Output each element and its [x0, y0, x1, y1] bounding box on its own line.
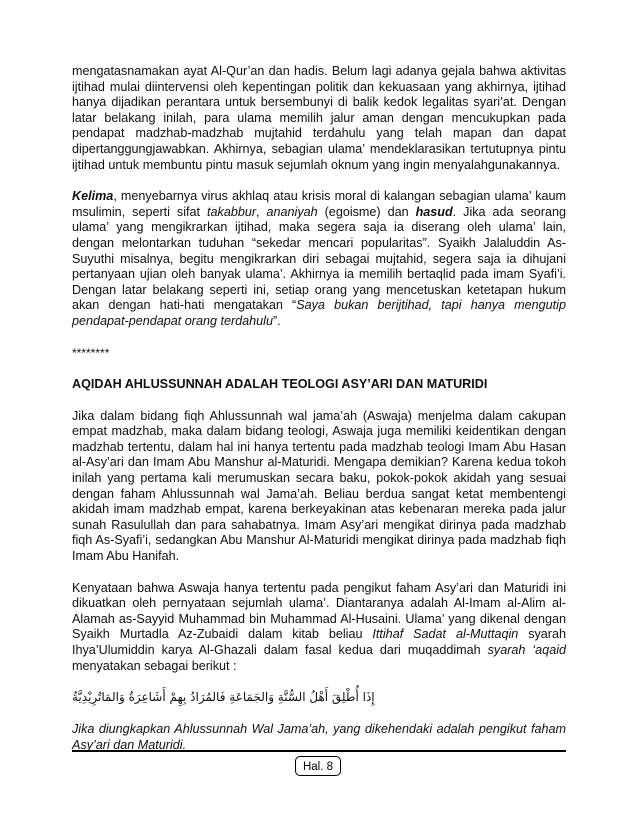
text-run: . Jika ada seorang ulama’ yang mengikrarkan ijtihad, maka segera saja ia diserang oleh ulama’ lain, dengan melontarkan tuduhan “sekedar mencari popularitas”. Syaikh Jalaluddin As-Suyuthi misalnya, begitu mengikrarkan diri sebagai mujtahid, segera saja ia dihujani pertanyaan ujian oleh banyak ulama’. Akhirnya ia memilih bertaqlid pada imam Syafi’i. Dengan latar belakang seperti ini, setiap orang yang mencetuskan ketetapan hukum akan dengan hati-hati mengatakan “	[72, 204, 567, 313]
paragraph-aswaja-teologi: Jika dalam bidang fiqh Ahlussunnah wal jama’ah (Aswaja) menjelma dalam cakupan empat madzhab, maka dalam bidang teologi, Aswaja juga memiliki keidentikan dengan madzhab tertentu, dalam hal ini hanya tertentu pada madzhab teologi Imam Abu Hasan al-Asy’ari dan Imam Abu Manshur al-Maturidi. Mengapa demikian? Karena kedua tokoh inilah yang pertama kali merumuskan secara baku, pokok-pokok akidah yang sesuai dengan faham Ahlussunnah wal Jama’ah. Beliau berdua sangat ketat membentengi akidah imam madzhab empat, karena berkeyakinan atas kebenaran mereka pada jalur sunah Rasulullah dan para sahabatnya. Imam Asy’ari mengikat dirinya pada madzhab fiqh As-Syafi’i, sedangkan Abu Manshur Al-Maturidi mengikat dirinya pada madzhab fiqh Imam Abu Hanifah.	[72, 408, 566, 564]
term-ananiyah: ananiyah	[266, 204, 318, 219]
translation-text: Jika diungkapkan Ahlussunnah Wal Jama’ah, yang dikehendaki adalah pengikut faham Asy’ari dan Maturidi.	[72, 722, 566, 752]
term-hasud: hasud	[415, 204, 453, 219]
text-run: syarah Ihya’Ulumiddin karya Al-Ghazali dalam fasal kedua dari muqaddimah	[72, 627, 566, 657]
text-run: ,	[256, 204, 267, 219]
paragraph-ijtihad-closing: mengatasnamakan ayat Al-Qur’an dan hadis. Belum lagi adanya gejala bahwa aktivitas ijtihad mulai diintervensi oleh kepentingan politik dan kekuasaan yang akhirnya, ijtihad hanya dijadikan perantara untuk bersembunyi di balik kedok legalitas syari’at. Dengan latar belakang inilah, para ulama memilih jalur aman dengan mencukupkan pada pendapat madzhab-madzhab mujtahid terdahulu yang telah mapan dan dapat dipertanggungjawabkan. Akhirnya, sebagian ulama’ mendeklarasikan tertutupnya pintu ijtihad untuk membuntu pintu masuk sejumlah oknum yang ingin menyalahgunakannya.	[72, 64, 566, 172]
page-number: Hal. 8	[295, 756, 341, 776]
term-takabbur: takabbur	[207, 204, 257, 219]
text-run: ”.	[272, 313, 281, 328]
book-title: Ittihaf Sadat al-Muttaqin	[372, 627, 519, 642]
page-body	[72, 64, 566, 753]
footer-rule	[72, 750, 566, 752]
text-run: (egoisme) dan	[317, 204, 416, 219]
text-run: menyatakan sebagai berikut :	[72, 658, 237, 673]
section-separator: ********	[72, 345, 110, 360]
text-run: , menyebarnya virus akhlaq atau krisis moral di kalangan sebagian ulama’ kaum msulimin, seperti sifat	[72, 189, 566, 219]
paragraph-kelima	[72, 189, 566, 329]
text-run: Kenyataan bahwa Aswaja hanya tertentu pada pengikut faham Asy’ari dan Maturidi ini dikuatkan oleh pernyataan sejumlah ulama’. Diantaranya adalah Al-Imam al-Alim al-Alamah as-Sayyid Muhammad bin Muhammad Al-Husaini. Ulama’ yang dikenal dengan Syaikh Murtadla Az-Zubaidi dalam kitab beliau	[72, 580, 566, 642]
term-syarah-aqaid: syarah ‘aqaid	[487, 643, 566, 657]
quote-text: Saya bukan berijtihad, tapi hanya mengutip pendapat-pendapat orang terdahulu	[72, 298, 566, 328]
kelima-label: Kelima	[72, 189, 114, 204]
paragraph-pernyataan-ulama	[72, 581, 566, 675]
section-heading: AQIDAH AHLUSSUNNAH ADALAH TEOLOGI ASY’ARI DAN MATURIDI	[72, 377, 488, 392]
arabic-quote: إِذَا أُطْلِقَ أَهْلُ السُّنَّةِ وَالجَمَاعَةِ فَالمُرَادُ بِهِمْ أَشَاعِرَةُ وَالمَاتُرِيْدِيَّةُ	[72, 690, 375, 705]
paragraph-translation	[72, 722, 566, 753]
